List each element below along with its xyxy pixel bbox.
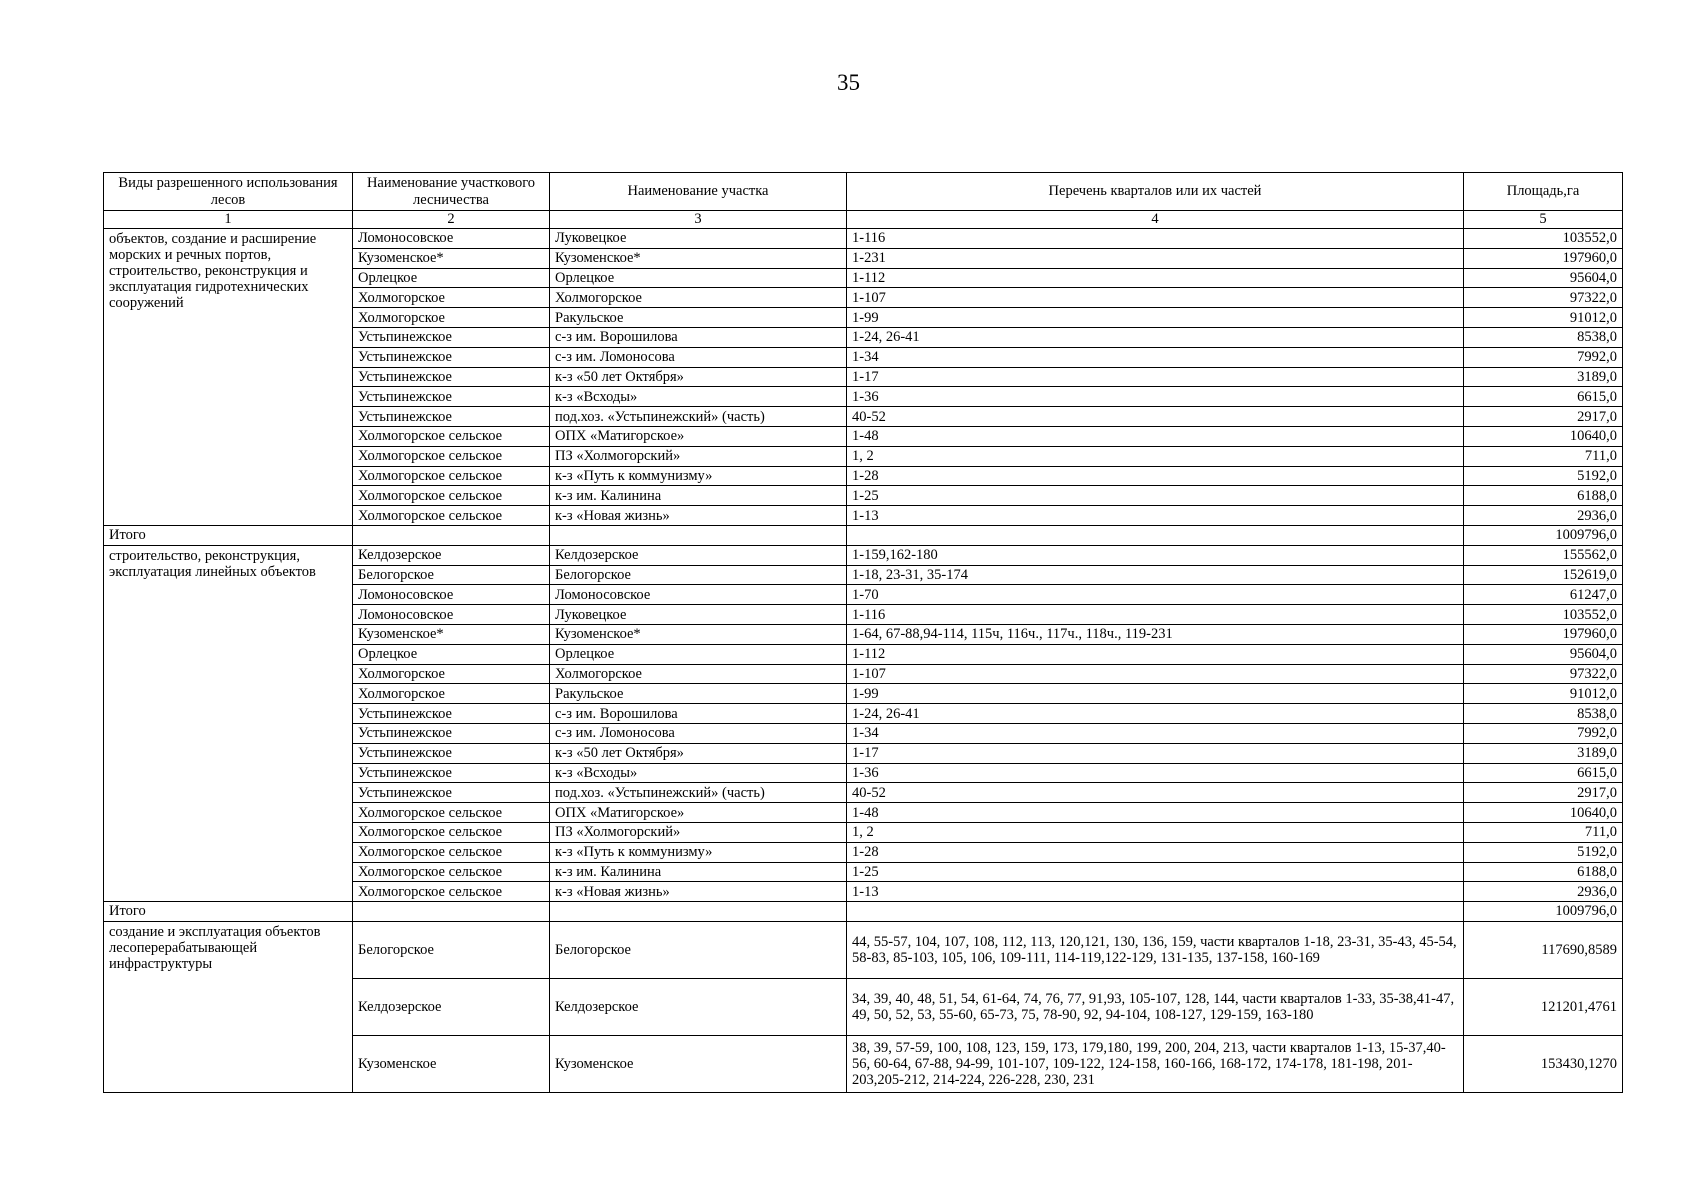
forestry-cell: Ломоносовское [353,605,550,625]
forestry-cell: Устьпинежское [353,327,550,347]
forestry-cell: Ломоносовское [353,585,550,605]
quarters-cell: 1-17 [847,743,1464,763]
plot-cell: Ракульское [550,684,847,704]
forestry-cell: Устьпинежское [353,783,550,803]
quarters-cell: 40-52 [847,783,1464,803]
forestry-cell: Келдозерское [353,978,550,1035]
area-cell: 3189,0 [1464,367,1623,387]
area-cell: 8538,0 [1464,704,1623,724]
quarters-cell: 1-25 [847,862,1464,882]
area-cell: 10640,0 [1464,803,1623,823]
table-row [104,229,1623,249]
total-row [104,902,1623,922]
quarters-cell: 1-107 [847,288,1464,308]
table-header-row [104,173,1623,211]
forestry-cell: Белогорское [353,565,550,585]
total-area: 1009796,0 [1464,525,1623,545]
area-cell: 6188,0 [1464,862,1623,882]
total-row [104,525,1623,545]
forestry-cell: Холмогорское [353,308,550,328]
forestry-cell: Холмогорское сельское [353,426,550,446]
plot-cell: к-з «Новая жизнь» [550,882,847,902]
plot-cell: Холмогорское [550,664,847,684]
area-cell: 3189,0 [1464,743,1623,763]
area-cell: 6615,0 [1464,387,1623,407]
plot-cell: с-з им. Ворошилова [550,327,847,347]
plot-cell: Орлецкое [550,644,847,664]
use-type-cell: объектов, создание и расширение морских и речных портов, строительство, реконструкция и эксплуатация гидротехнических сооружений [104,229,353,526]
quarters-cell: 1-34 [847,347,1464,367]
header-quarters: Перечень кварталов или их частей [847,173,1464,211]
total-area: 1009796,0 [1464,902,1623,922]
plot-cell: Келдозерское [550,545,847,565]
plot-cell: Ракульское [550,308,847,328]
plot-cell: Холмогорское [550,288,847,308]
forest-use-table [103,172,1623,1093]
quarters-cell: 1-17 [847,367,1464,387]
forestry-cell: Холмогорское сельское [353,803,550,823]
plot-cell: ПЗ «Холмогорский» [550,446,847,466]
area-cell: 6188,0 [1464,486,1623,506]
forestry-cell: Холмогорское сельское [353,466,550,486]
area-cell: 103552,0 [1464,605,1623,625]
quarters-cell: 1-25 [847,486,1464,506]
quarters-cell: 1-28 [847,466,1464,486]
forestry-cell: Устьпинежское [353,743,550,763]
use-type-cell: строительство, реконструкция, эксплуатация линейных объектов [104,545,353,901]
forestry-cell: Холмогорское сельское [353,486,550,506]
area-cell: 5192,0 [1464,842,1623,862]
area-cell: 91012,0 [1464,684,1623,704]
plot-cell: к-з «Путь к коммунизму» [550,466,847,486]
quarters-cell: 1-159,162-180 [847,545,1464,565]
area-cell: 2936,0 [1464,882,1623,902]
empty-cell [847,902,1464,922]
quarters-cell: 1-24, 26-41 [847,704,1464,724]
forestry-cell: Кузоменское* [353,248,550,268]
area-cell: 7992,0 [1464,347,1623,367]
quarters-cell: 1-231 [847,248,1464,268]
plot-cell: с-з им. Ворошилова [550,704,847,724]
forestry-cell: Келдозерское [353,545,550,565]
area-cell: 153430,1270 [1464,1035,1623,1092]
quarters-cell: 1-70 [847,585,1464,605]
total-label: Итого [104,902,353,922]
plot-cell: ПЗ «Холмогорский» [550,822,847,842]
area-cell: 97322,0 [1464,288,1623,308]
plot-cell: с-з им. Ломоносова [550,347,847,367]
page-number: 35 [837,70,860,95]
area-cell: 95604,0 [1464,644,1623,664]
forestry-cell: Белогорское [353,921,550,978]
area-cell: 103552,0 [1464,229,1623,249]
quarters-cell: 1-107 [847,664,1464,684]
plot-cell: Кузоменское* [550,624,847,644]
forestry-cell: Устьпинежское [353,367,550,387]
column-number: 2 [353,211,550,229]
quarters-cell: 1-28 [847,842,1464,862]
forestry-cell: Холмогорское сельское [353,862,550,882]
plot-cell: с-з им. Ломоносова [550,723,847,743]
quarters-cell: 38, 39, 57-59, 100, 108, 123, 159, 173, 179,180, 199, 200, 204, 213, части кварталов 1-13, 15-37,40-56, 60-64, 67-88, 94-99, 101-107, 109-122, 124-158, 160-166, 168-172, 174-178, 181-198, 201-203,205-212, 214-224, 226-228, 230, 231 [847,1035,1464,1092]
forestry-cell: Холмогорское [353,664,550,684]
plot-cell: Кузоменское* [550,248,847,268]
forestry-cell: Ломоносовское [353,229,550,249]
quarters-cell: 1-18, 23-31, 35-174 [847,565,1464,585]
area-cell: 197960,0 [1464,624,1623,644]
total-label: Итого [104,525,353,545]
forestry-cell: Холмогорское сельское [353,842,550,862]
forestry-cell: Орлецкое [353,644,550,664]
area-cell: 711,0 [1464,446,1623,466]
quarters-cell: 1-116 [847,229,1464,249]
plot-cell: Луковецкое [550,605,847,625]
forestry-cell: Кузоменское [353,1035,550,1092]
quarters-cell: 1-13 [847,506,1464,526]
quarters-cell: 34, 39, 40, 48, 51, 54, 61-64, 74, 76, 77, 91,93, 105-107, 128, 144, части кварталов 1-33, 35-38,41-47, 49, 50, 52, 53, 55-60, 65-73, 75, 78-90, 92, 94-104, 108-127, 129-159, 163-180 [847,978,1464,1035]
forestry-cell: Холмогорское сельское [353,446,550,466]
table-row [104,921,1623,978]
plot-cell: Белогорское [550,565,847,585]
plot-cell: Луковецкое [550,229,847,249]
plot-cell: ОПХ «Матигорское» [550,803,847,823]
forestry-cell: Орлецкое [353,268,550,288]
forestry-cell: Устьпинежское [353,407,550,427]
plot-cell: к-з им. Калинина [550,862,847,882]
plot-cell: к-з «50 лет Октября» [550,367,847,387]
area-cell: 155562,0 [1464,545,1623,565]
quarters-cell: 1-13 [847,882,1464,902]
plot-cell: Ломоносовское [550,585,847,605]
plot-cell: ОПХ «Матигорское» [550,426,847,446]
area-cell: 117690,8589 [1464,921,1623,978]
plot-cell: к-з им. Калинина [550,486,847,506]
column-number: 3 [550,211,847,229]
forestry-cell: Холмогорское сельское [353,506,550,526]
area-cell: 10640,0 [1464,426,1623,446]
area-cell: 61247,0 [1464,585,1623,605]
area-cell: 6615,0 [1464,763,1623,783]
plot-cell: Белогорское [550,921,847,978]
plot-cell: к-з «Новая жизнь» [550,506,847,526]
quarters-cell: 1-48 [847,426,1464,446]
plot-cell: под.хоз. «Устьпинежский» (часть) [550,407,847,427]
quarters-cell: 1, 2 [847,446,1464,466]
area-cell: 95604,0 [1464,268,1623,288]
plot-cell: Кузоменское [550,1035,847,1092]
plot-cell: под.хоз. «Устьпинежский» (часть) [550,783,847,803]
area-cell: 121201,4761 [1464,978,1623,1035]
quarters-cell: 1-112 [847,268,1464,288]
quarters-cell: 1-36 [847,387,1464,407]
area-cell: 2917,0 [1464,407,1623,427]
column-number: 1 [104,211,353,229]
quarters-cell: 1-112 [847,644,1464,664]
forestry-cell: Кузоменское* [353,624,550,644]
forestry-cell: Устьпинежское [353,723,550,743]
quarters-cell: 1-99 [847,308,1464,328]
forestry-cell: Холмогорское сельское [353,882,550,902]
table-column-numbers [104,211,1623,229]
column-number: 5 [1464,211,1623,229]
forestry-cell: Холмогорское [353,288,550,308]
area-cell: 711,0 [1464,822,1623,842]
plot-cell: к-з «Путь к коммунизму» [550,842,847,862]
plot-cell: к-з «50 лет Октября» [550,743,847,763]
forestry-cell: Холмогорское сельское [353,822,550,842]
quarters-cell: 1-99 [847,684,1464,704]
plot-cell: к-з «Всходы» [550,763,847,783]
plot-cell: Келдозерское [550,978,847,1035]
empty-cell [353,902,550,922]
plot-cell: к-з «Всходы» [550,387,847,407]
area-cell: 2917,0 [1464,783,1623,803]
area-cell: 5192,0 [1464,466,1623,486]
table-row [104,545,1623,565]
forestry-cell: Устьпинежское [353,347,550,367]
quarters-cell: 1-64, 67-88,94-114, 115ч, 116ч., 117ч., 118ч., 119-231 [847,624,1464,644]
header-use-type: Виды разрешенного использования лесов [104,173,353,211]
quarters-cell: 1-34 [847,723,1464,743]
area-cell: 152619,0 [1464,565,1623,585]
area-cell: 97322,0 [1464,664,1623,684]
quarters-cell: 1-116 [847,605,1464,625]
header-plot: Наименование участка [550,173,847,211]
quarters-cell: 44, 55-57, 104, 107, 108, 112, 113, 120,121, 130, 136, 159, части кварталов 1-18, 23-31, 35-43, 45-54, 58-83, 85-103, 105, 106, 109-111, 114-119,122-129, 131-135, 137-158, 160-169 [847,921,1464,978]
quarters-cell: 1-48 [847,803,1464,823]
area-cell: 91012,0 [1464,308,1623,328]
quarters-cell: 40-52 [847,407,1464,427]
area-cell: 2936,0 [1464,506,1623,526]
quarters-cell: 1, 2 [847,822,1464,842]
header-area: Площадь,га [1464,173,1623,211]
empty-cell [550,902,847,922]
column-number: 4 [847,211,1464,229]
table-body [104,229,1623,1093]
empty-cell [353,525,550,545]
quarters-cell: 1-24, 26-41 [847,327,1464,347]
forestry-cell: Холмогорское [353,684,550,704]
quarters-cell: 1-36 [847,763,1464,783]
area-cell: 197960,0 [1464,248,1623,268]
area-cell: 7992,0 [1464,723,1623,743]
header-forestry: Наименование участкового лесничества [353,173,550,211]
empty-cell [847,525,1464,545]
forestry-cell: Устьпинежское [353,763,550,783]
plot-cell: Орлецкое [550,268,847,288]
area-cell: 8538,0 [1464,327,1623,347]
forestry-cell: Устьпинежское [353,387,550,407]
use-type-cell: создание и эксплуатация объектов лесоперерабатывающей инфраструктуры [104,921,353,1092]
empty-cell [550,525,847,545]
forestry-cell: Устьпинежское [353,704,550,724]
